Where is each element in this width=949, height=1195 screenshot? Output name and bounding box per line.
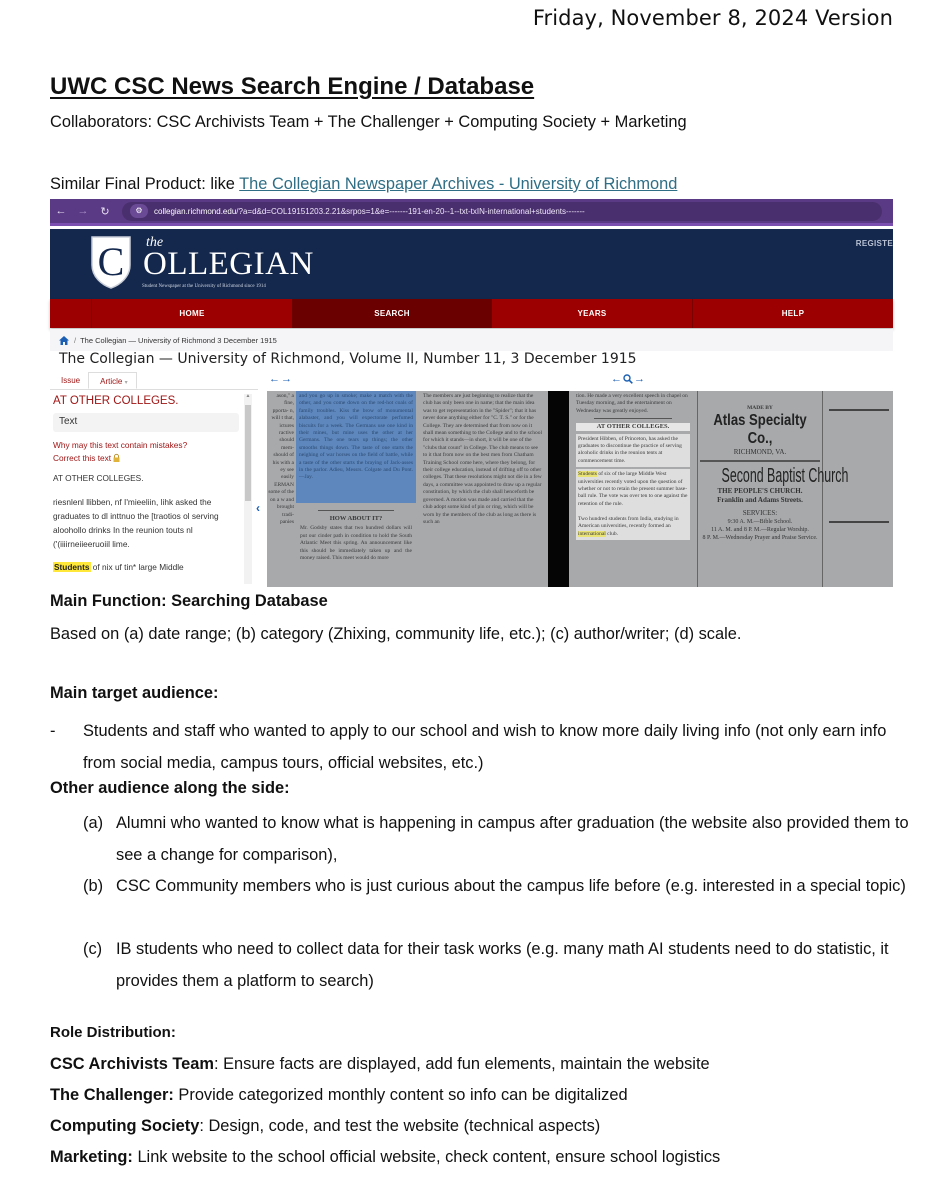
- why-mistakes-link[interactable]: Why may this text contain mistakes?: [53, 440, 188, 450]
- role-text: Link website to the school official website, check content, ensure school logistics: [137, 1148, 721, 1166]
- menu-years[interactable]: YEARS: [492, 299, 693, 328]
- column-rule: [318, 510, 394, 511]
- search-hit-international: international: [578, 530, 606, 537]
- tab-issue[interactable]: Issue: [61, 376, 81, 385]
- other-audience-heading: Other audience along the side:: [50, 779, 290, 797]
- ocr-paragraph-2: Students of nix uf tin* large Middle: [54, 562, 184, 572]
- at-other-colleges-heading[interactable]: AT OTHER COLLEGES.: [576, 423, 690, 430]
- panel-scrollbar-thumb[interactable]: [245, 405, 251, 501]
- ad-rule: [700, 460, 820, 462]
- newspaper-column-3: The members are just beginning to realize that the club has only been one in name; that the main idea was to get representation in the "Spider"; that it has never done anything either for "C. T. S." or for the College. They are determined that from now on it shall mean something to the College and to the school for which it stands—in short, it will be one of the "clubs that count" in College. The club means to see to it that from now on the best men from Chatham Training School come here, where they belong, for their college education, instead of drifting off to other colleges. That these resolutions might not die in a few days, a committee was appointed to draw up a regular constitution, by which the club shall henceforth be governed. A motion was made and carried that the club adopt some kind of pin or ring, which will be worn by the members of the club as long as there is such an: [423, 393, 542, 525]
- role-name: Marketing:: [50, 1148, 133, 1166]
- breadcrumb-separator: /: [74, 336, 77, 345]
- embedded-screenshot: [50, 199, 893, 587]
- role-item: [50, 1086, 628, 1105]
- list-label: (a): [83, 814, 104, 832]
- column-4-top: tion. He made a very excellent speech in chapel on Tuesday morning, and the entertainment on Wednesday was greatly enjoyed.: [576, 393, 688, 414]
- article-text-panel: [50, 391, 258, 587]
- page-gutter: [548, 391, 569, 587]
- lock-icon: [113, 454, 120, 462]
- collegian-archives-link[interactable]: The Collegian Newspaper Archives - University of Richmond: [239, 175, 678, 193]
- role-name: CSC Archivists Team: [50, 1055, 214, 1073]
- role-name: Computing Society: [50, 1117, 200, 1135]
- previous-article-icon[interactable]: ←: [611, 373, 622, 385]
- logo-the: the: [146, 235, 164, 250]
- ad-peoples-church: THE PEOPLE'S CHURCH.: [717, 487, 803, 496]
- how-about-it-heading: HOW ABOUT IT?: [329, 515, 383, 522]
- ad-services: SERVICES:: [742, 509, 778, 518]
- version-date: Friday, November 8, 2024 Version: [532, 6, 893, 30]
- register-link[interactable]: REGISTE: [855, 239, 893, 248]
- ocr-paragraph: riesnlenl llibben, nf I'mieeliin, lihk asked the graduates to dl inttnuo the [traotios ol serving aloohollo drinks In the reunion touts nl ('(iiiirneiieeruoiil lime.: [53, 497, 219, 549]
- ocr-paragraph-heading: AT OTHER COLLEGES.: [53, 473, 144, 483]
- next-article-icon[interactable]: →: [634, 373, 645, 385]
- list-text: CSC Community members who is just curious about the campus life before (e.g. interested in a special topic): [116, 877, 906, 895]
- role-item: [50, 1148, 720, 1167]
- url-text: collegian.richmond.edu/?a=d&d=COL19151203.2.21&srpos=1&e=-------191-en-20--1--txt-txIN-international+students-------: [154, 206, 585, 216]
- site-settings-icon[interactable]: ⚙: [130, 204, 148, 218]
- article-heading: AT OTHER COLLEGES.: [53, 395, 179, 407]
- newspaper-column-2: [296, 391, 416, 587]
- similar-product-label: Similar Final Product: like: [50, 175, 240, 193]
- role-name: The Challenger:: [50, 1086, 174, 1104]
- bullet-dash: -: [50, 722, 56, 740]
- newspaper-ads-column: [697, 391, 849, 587]
- ad-service-3: 8 P. M.—Wednesday Prayer and Praise Service.: [702, 535, 818, 542]
- menu-edge: [50, 299, 92, 328]
- newspaper-page-image[interactable]: [267, 391, 893, 587]
- scroll-up-icon[interactable]: ▲: [245, 393, 251, 399]
- list-text: Alumni who wanted to know what is happening in campus after graduation (the website also provided them to see a change for comparison),: [116, 814, 909, 864]
- back-icon[interactable]: ←: [55, 205, 67, 217]
- browser-toolbar: [50, 199, 893, 226]
- article-nav-arrows: [611, 373, 645, 385]
- newspaper-column-1: ason," a fine, pporta- n, will t that, ictures ractive should mem- should of his with a ey see easily ERMAN some of the on a w and brought tradi- panies: [268, 393, 294, 525]
- main-menu: [50, 299, 893, 328]
- highlighted-paragraph-2[interactable]: Students of six of the large Middle West universities recently voted upon the question of whether or not to retain the present summer base-ball rule. The vote was over ten to one against the retention of the rule. Two hundred students from India, studying in American universities, recently formed an international club.: [576, 469, 690, 540]
- ad-atlas-specialty: Atlas Specialty Co.,: [713, 412, 807, 448]
- menu-home[interactable]: HOME: [92, 299, 292, 328]
- logo-wordmark: OLLEGIAN: [143, 246, 314, 282]
- forward-icon[interactable]: →: [77, 205, 89, 217]
- ocr-help-links: [53, 439, 187, 465]
- menu-help[interactable]: HELP: [693, 299, 893, 328]
- column-rule: [829, 409, 889, 411]
- column-rule: [594, 418, 672, 419]
- role-distribution-heading: Role Distribution:: [50, 1024, 176, 1041]
- collapse-panel-icon[interactable]: ‹: [256, 501, 260, 515]
- role-item: CSC Archivists Team: Ensure facts are displayed, add fun elements, maintain the website: [50, 1055, 710, 1073]
- list-text: IB students who need to collect data for their task works (e.g. many math AI students need to do statistic, it provides them a platform to search): [116, 940, 889, 990]
- main-audience-heading: Main target audience:: [50, 684, 219, 702]
- role-text: Ensure facts are displayed, add fun elements, maintain the website: [223, 1055, 710, 1073]
- document-title: UWC CSC News Search Engine / Database: [50, 73, 535, 100]
- column-rule: [829, 521, 889, 523]
- viewer-tabs: [50, 372, 258, 390]
- page-nav-arrows-left[interactable]: ←→: [269, 373, 293, 385]
- similar-product-line: [50, 173, 677, 195]
- issue-title: The Collegian — University of Richmond, Volume II, Number 11, 3 December 1915: [59, 351, 637, 367]
- list-label: (c): [83, 940, 103, 958]
- ad-second-baptist: Second Baptist Church: [721, 465, 849, 488]
- list-label: (b): [83, 877, 104, 895]
- search-hit-highlight: Students: [54, 562, 90, 572]
- search-hit-students: Students: [578, 471, 597, 478]
- zoom-search-icon[interactable]: [623, 374, 633, 384]
- collegian-crest-logo[interactable]: [90, 235, 132, 289]
- ad-service-1: 9:30 A. M.—Bible School.: [727, 519, 793, 526]
- main-function-heading: Main Function: Searching Database: [50, 592, 328, 610]
- home-icon[interactable]: [59, 336, 69, 345]
- ad-made-by: MADE BY: [747, 405, 773, 411]
- correct-text-link[interactable]: Correct this text: [53, 452, 187, 465]
- ad-streets: Franklin and Adams Streets.: [717, 496, 803, 505]
- address-bar[interactable]: [122, 202, 882, 221]
- newspaper-column-4: [573, 391, 693, 587]
- how-about-it-article: [296, 505, 416, 564]
- breadcrumb: [59, 336, 277, 345]
- ad-richmond: RICHMOND, VA.: [733, 448, 787, 457]
- role-text: Design, code, and test the website (technical aspects): [208, 1117, 601, 1135]
- selected-article-region[interactable]: and you go up in smoke; make a match with the other, and you come down on the red-hot coals of family troubles. Kiss the brow of monumental alabaster, and you will expectorate perfumed biscuits for a week. The Germans use one kind in their mines, but mine uses the other at her Germans. The one tears up things; the other smooths things down. The taste of one starts the neighing of war horses on the field of battle, while a taste of the other starts the braying of Jack-asses in the parlor. Adieu, Messrs. Colgate and Du Pont. —Jay.: [296, 391, 416, 503]
- text-section-label: Text: [53, 413, 239, 432]
- svg-text:C: C: [97, 239, 125, 284]
- newspaper-column-6: [825, 391, 893, 587]
- ad-service-2: 11 A. M. and 8 P. M.—Regular Worship.: [711, 527, 809, 534]
- main-function-text: Based on (a) date range; (b) category (Zhixing, community life, etc.); (c) author/writer; (d) scale.: [50, 625, 742, 643]
- main-audience-text: Students and staff who wanted to apply to our school and wish to know more daily living info (not only earn info from social media, campus tours, official websites, etc.): [83, 722, 887, 772]
- site-masthead: [50, 229, 893, 299]
- reload-icon[interactable]: ↻: [100, 205, 110, 218]
- tab-article[interactable]: Article ▾: [88, 372, 136, 389]
- highlighted-paragraph-1[interactable]: President Hibben, of Princeton, has asked the graduates to discontinue the practice of serving alcoholic drinks in the reunion tents at commencement time.: [576, 434, 690, 468]
- role-item: Computing Society: Design, code, and test the website (technical aspects): [50, 1117, 601, 1135]
- role-text: Provide categorized monthly content so info can be digitalized: [178, 1086, 628, 1104]
- chevron-down-icon: ▾: [124, 380, 128, 386]
- breadcrumb-issue-link[interactable]: The Collegian — University of Richmond 3 December 1915: [80, 336, 277, 345]
- how-about-it-body: Mr. Godsby states that two hundred dollars will put our cinder path in condition to hold the South Atlantic Meet this spring. An announcement like this should be immediately taken up and the money raised. This meet would do more: [300, 525, 412, 562]
- collaborators-line: Collaborators: CSC Archivists Team + The Challenger + Computing Society + Marketing: [50, 113, 687, 131]
- logo-tagline: Student Newspaper at the University of Richmond since 1914: [142, 284, 266, 289]
- menu-search[interactable]: SEARCH: [292, 299, 492, 328]
